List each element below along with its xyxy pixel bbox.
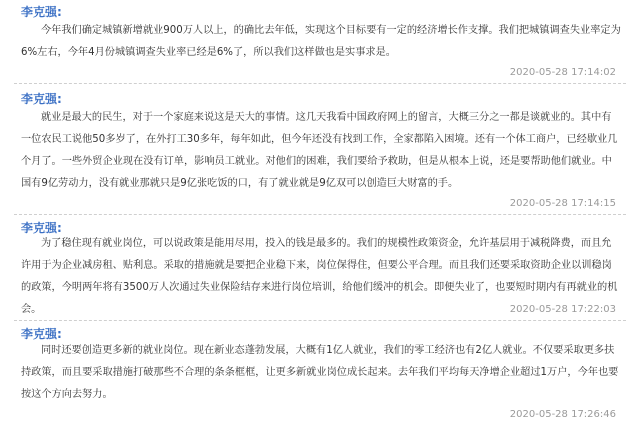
entry-timestamp: 2020-05-28 17:22:03 bbox=[509, 304, 616, 315]
entry-text: 就业是最大的民生，对于一个家庭来说这是天大的事情。这几天我看中国政府网上的留言，大概三分之一都是谈就业的。其中有一位农民工说他50多岁了，在外打工30多年，每年如此，但今年还没有找到工作，全家都陷入困境。还有一个体工商户，已经歇业几个月了。一些外贸企业现在没有订单，影响员工就业。对他们的困难，我们要给予救助，但是从根本上说，还是要帮助他们就业。中国有9亿劳动力，没有就业那就只是9亿张吃饭的口，有了就业就是9亿双可以创造巨大财富的手。 bbox=[21, 112, 618, 189]
speaker-name: 李克强: bbox=[21, 92, 62, 106]
speaker-name: 李克强: bbox=[21, 221, 62, 235]
speaker-name: 李克强: bbox=[21, 327, 62, 341]
entry-text: 同时还要创造更多新的就业岗位。现在新业态蓬勃发展，大概有1亿人就业，我们的零工经济也有2亿人就业。不仅要采取更多扶持政策，而且要采取措施打破那些不合理的条条框框，让更多新就业岗位成长起来。去年我们平均每天净增企业超过1万户，今年也要按这个方向去努力。 bbox=[21, 345, 619, 400]
speaker-name: 李克强: bbox=[21, 5, 62, 19]
entry-divider bbox=[14, 83, 626, 84]
entry-divider bbox=[14, 214, 626, 215]
entry-timestamp: 2020-05-28 17:26:46 bbox=[509, 409, 616, 420]
entry-timestamp: 2020-05-28 17:14:15 bbox=[509, 198, 616, 209]
entry-text: 今年我们确定城镇新增就业900万人以上，的确比去年低，实现这个目标要有一定的经济增长作支撑。我们把城镇调查失业率定为6%左右，今年4月份城镇调查失业率已经是6%了，所以我们这样做也是实事求是。 bbox=[21, 25, 621, 58]
entry-text: 为了稳住现有就业岗位，可以说政策是能用尽用，投入的钱是最多的。我们的规模性政策资金，允许基层用于减税降费，而且允许用于为企业减房租、贴利息。采取的措施就是要把企业稳下来，岗位保得住，但要公平合理。而且我们还要采取资助企业以训稳岗的政策，今明两年将有3500万人次通过失业保险结存来进行岗位培训，给他们缓冲的机会。即便失业了，也要短时期内有再就业的机会。 bbox=[21, 238, 618, 315]
entry-divider bbox=[14, 320, 626, 321]
entry-timestamp: 2020-05-28 17:14:02 bbox=[509, 67, 616, 78]
